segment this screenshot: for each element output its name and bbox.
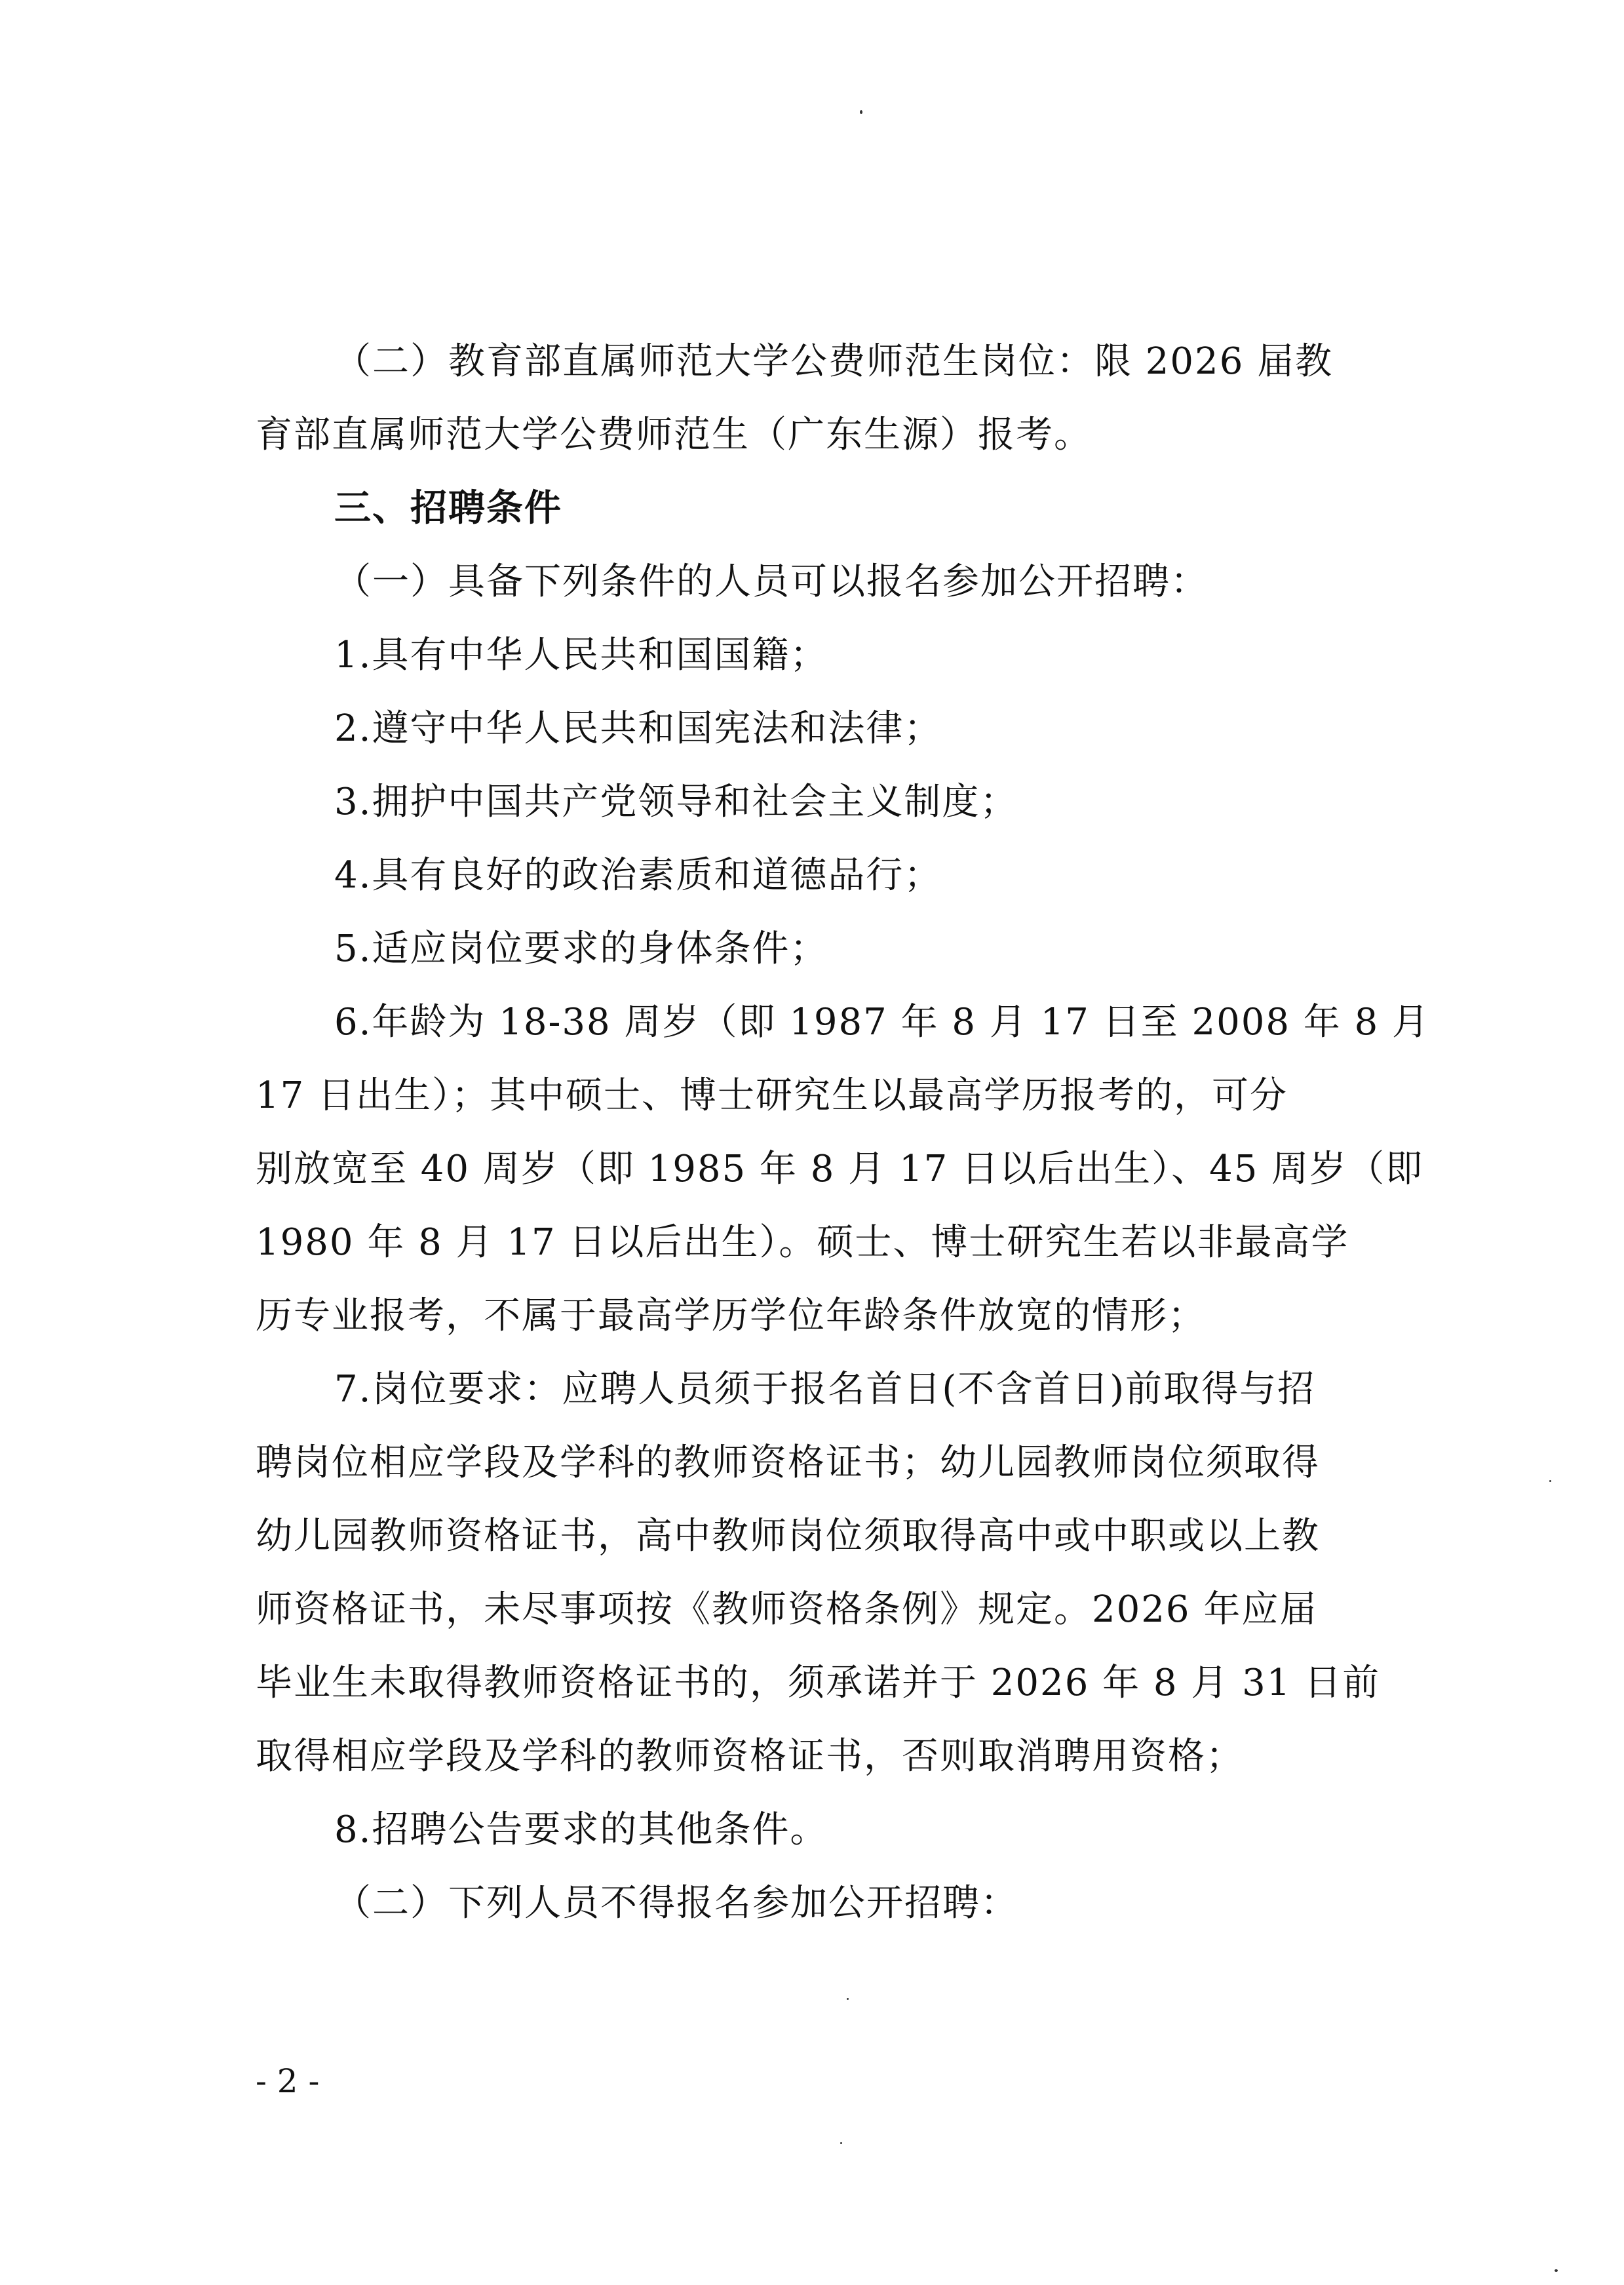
paragraph-line: 毕业生未取得教师资格证书的，须承诺并于 2026 年 8 月 31 日前 — [256, 1662, 1381, 1704]
paragraph-line: 1980 年 8 月 17 日以后出生）。硕士、博士研究生若以非最高学 — [256, 1221, 1349, 1264]
subsection-heading: （一）具备下列条件的人员可以报名参加公开招聘： — [334, 560, 1208, 603]
scan-speck — [840, 2142, 842, 2144]
list-item: 1.具有中华人民共和国国籍； — [334, 634, 828, 676]
page-number: - 2 - — [256, 2062, 320, 2100]
scan-speck — [1555, 2269, 1558, 2272]
subsection-heading: （二）下列人员不得报名参加公开招聘： — [334, 1882, 1018, 1924]
paragraph-line: 师资格证书，未尽事项按《教师资格条例》规定。2026 年应届 — [256, 1588, 1318, 1631]
scan-speck — [1549, 1480, 1551, 1482]
paragraph-line: 别放宽至 40 周岁（即 1985 年 8 月 17 日以后出生）、45 周岁（即 — [256, 1148, 1424, 1190]
section-heading: 三、招聘条件 — [334, 487, 562, 530]
list-item: 4.具有良好的政治素质和道德品行； — [334, 854, 942, 897]
list-item: 6.年龄为 18-38 周岁（即 1987 年 8 月 17 日至 2008 年 8 月 — [334, 1001, 1431, 1044]
paragraph-line: 17 日出生）；其中硕士、博士研究生以最高学历报考的，可分 — [256, 1074, 1288, 1117]
list-item: 2.遵守中华人民共和国宪法和法律； — [334, 707, 942, 750]
paragraph-line: （二）教育部直属师范大学公费师范生岗位：限 2026 届教 — [334, 340, 1334, 383]
paragraph-line: 取得相应学段及学科的教师资格证书，否则取消聘用资格； — [256, 1735, 1244, 1778]
list-item: 8.招聘公告要求的其他条件。 — [334, 1808, 828, 1851]
scan-speck — [860, 110, 862, 114]
paragraph-line: 育部直属师范大学公费师范生（广东生源）报考。 — [256, 414, 1092, 456]
paragraph-line: 聘岗位相应学段及学科的教师资格证书；幼儿园教师岗位须取得 — [256, 1441, 1320, 1484]
paragraph-line: 幼儿园教师资格证书，高中教师岗位须取得高中或中职或以上教 — [256, 1515, 1320, 1557]
list-item: 7.岗位要求：应聘人员须于报名首日(不含首日)前取得与招 — [334, 1368, 1316, 1411]
list-item: 5.适应岗位要求的身体条件； — [334, 928, 828, 970]
paragraph-line: 历专业报考，不属于最高学历学位年龄条件放宽的情形； — [256, 1295, 1206, 1337]
list-item: 3.拥护中国共产党领导和社会主义制度； — [334, 781, 1018, 823]
scan-speck — [847, 1998, 849, 2000]
